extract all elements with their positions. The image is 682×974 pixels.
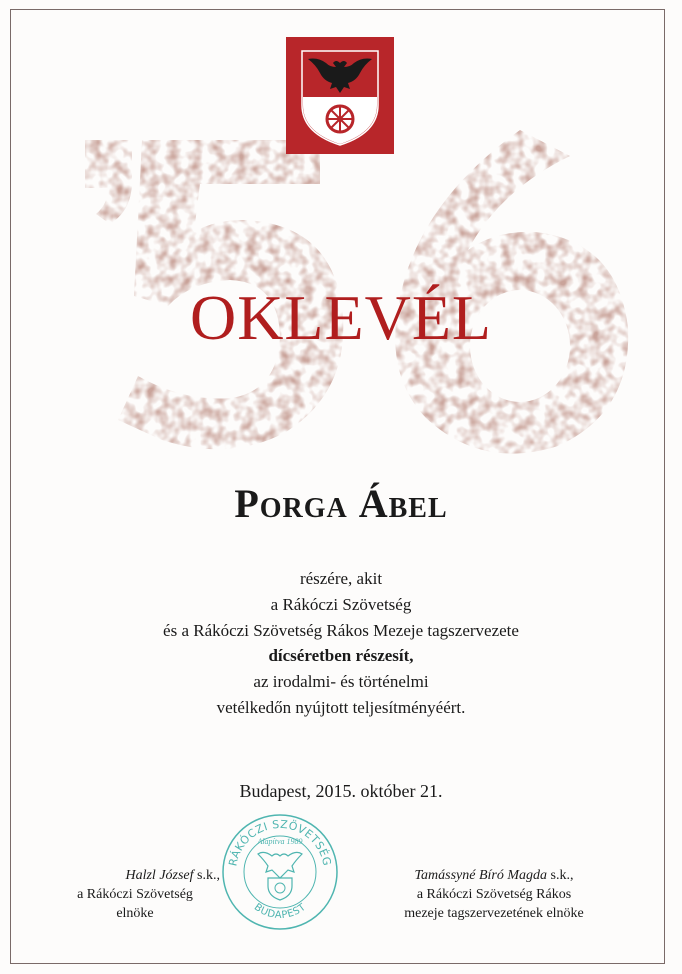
signatory-role: elnöke	[116, 906, 154, 921]
official-stamp	[220, 812, 340, 932]
signature-right	[384, 866, 604, 923]
signatory-name: Tamássyné Bíró Magda	[414, 868, 548, 883]
stamp-top-text: RÁKÓCZI SZÖVETSÉG	[226, 817, 334, 868]
stamp-bottom-text: BUDAPEST	[251, 901, 309, 922]
signatory-name: Halzl József	[125, 868, 194, 883]
signatory-suffix: s.k.,	[193, 868, 220, 883]
signatory-org: a Rákóczi Szövetség Rákos	[416, 887, 572, 902]
citation-line: és a Rákóczi Szövetség Rákos Mezeje tagszervezete	[163, 620, 519, 640]
stamp-founded-text: Alapítva 1989	[257, 837, 303, 846]
signatory-suffix: s.k.,	[547, 868, 574, 883]
signatory-role: mezeje tagszervezetének elnöke	[404, 906, 584, 921]
svg-text:BUDAPEST	[252, 902, 309, 922]
citation-line-emphasis: dícséretben részesít,	[268, 646, 414, 666]
document-title: OKLEVÉL	[189, 282, 493, 353]
recipient-name: Porga Ábel	[234, 481, 448, 526]
citation-line: részére, akit	[299, 569, 383, 588]
signatory-org: a Rákóczi Szövetség	[77, 887, 193, 902]
issue-date: Budapest, 2015. október 21.	[239, 781, 443, 801]
crest-logo	[286, 37, 394, 154]
citation-text	[0, 566, 682, 721]
citation-line: vetélkedőn nyújtott teljesítményéért.	[216, 697, 466, 717]
signature-left	[50, 866, 220, 923]
citation-line: az irodalmi- és történelmi	[253, 672, 429, 692]
citation-line: a Rákóczi Szövetség	[270, 594, 412, 614]
